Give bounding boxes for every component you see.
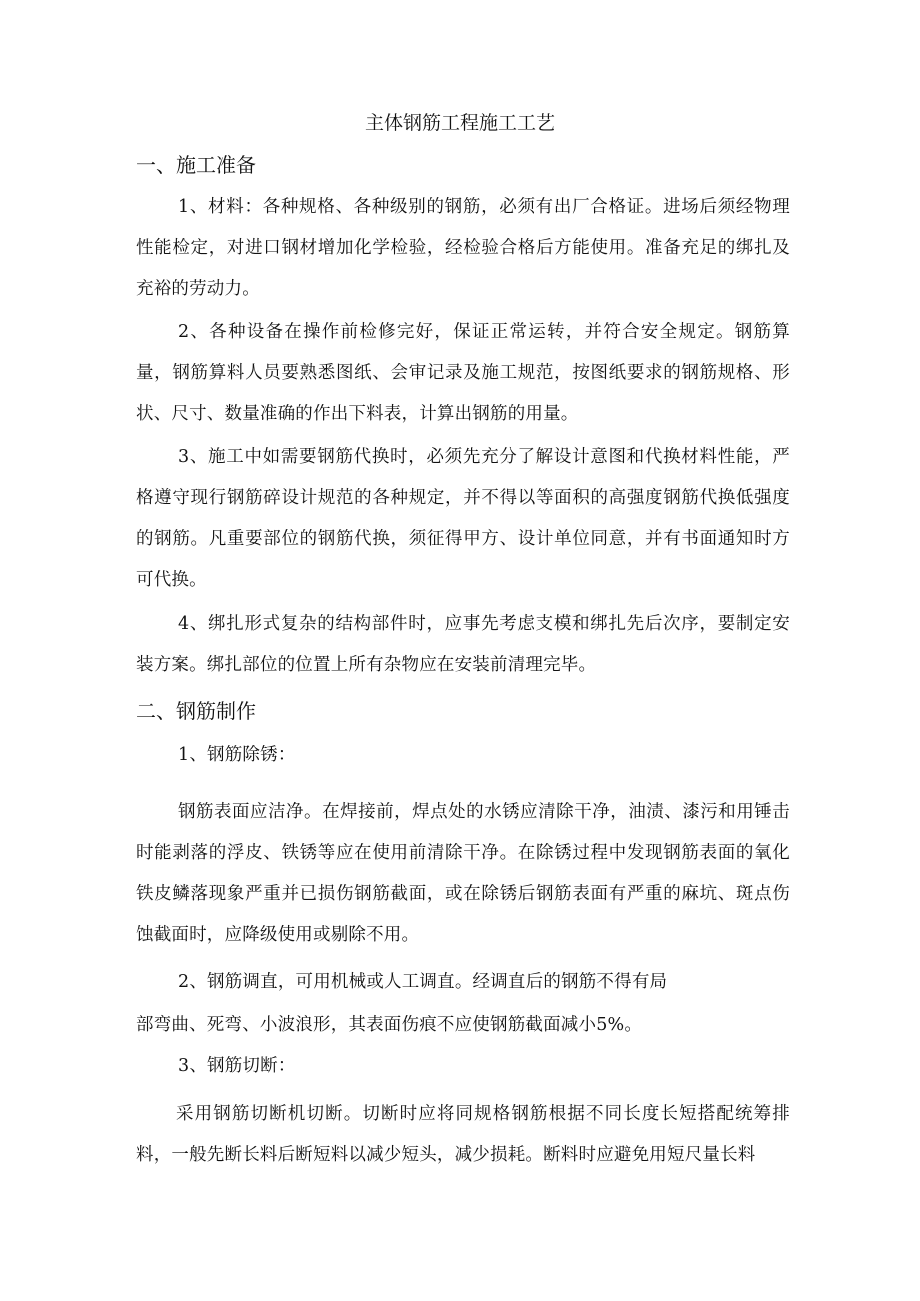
preparation-item-substitution: 3、施工中如需要钢筋代换时，必须先充分了解设计意图和代换材料性能，严格遵守现行钢筋碎设计规范的各种规定，并不得以等面积的高强度钢筋代换低强度的钢筋。凡重要部位的钢筋代换，须征得甲方、设计单位同意，并有书面通知时方可代换。 [136, 447, 790, 590]
preparation-item-materials: 1、材料：各种规格、各种级别的钢筋，必须有出厂合格证。进场后须经物理性能检定，对进口钢材增加化学检验，经检验合格后方能使用。准备充足的绑扎及充裕的劳动力。 [136, 197, 790, 299]
fabrication-straightening-line1: 2、钢筋调直，可用机械或人工调直。经调直后的钢筋不得有局 [178, 972, 668, 992]
document-title: 主体钢筋工程施工工艺 [364, 112, 555, 134]
fabrication-rust-removal-body: 钢筋表面应洁净。在焊接前，焊点处的水锈应清除干净，油渍、漆污和用锤击时能剥落的浮皮、铁锈等应在使用前清除干净。在除锈过程中发现钢筋表面的氧化铁皮鳞落现象严重并已损伤钢筋截面，或在除锈后钢筋表面有严重的麻坑、斑点伤蚀截面时，应降级使用或剔除不用。 [136, 802, 790, 945]
fabrication-straightening-line2: 部弯曲、死弯、小波浪形，其表面伤痕不应使钢筋截面减小5%。 [136, 1015, 643, 1035]
preparation-item-equipment: 2、各种设备在操作前检修完好，保证正常运转，并符合安全规定。钢筋算量，钢筋算料人员要熟悉图纸、会审记录及施工规范，按图纸要求的钢筋规格、形状、尺寸、数量准确的作出下料表，计算出钢筋的用量。 [136, 322, 790, 424]
fabrication-cutting-title: 3、钢筋切断： [178, 1056, 296, 1076]
fabrication-rust-removal-title: 1、钢筋除锈： [178, 745, 296, 765]
section-heading-preparation: 一、施工准备 [136, 153, 256, 177]
section-heading-fabrication: 二、钢筋制作 [136, 699, 256, 723]
fabrication-cutting-body: 采用钢筋切断机切断。切断时应将同规格钢筋根据不同长度长短搭配统筹排料，一般先断长料后断短料以减少短头，减少损耗。断料时应避免用短尺量长料 [136, 1104, 790, 1165]
preparation-item-binding: 4、绑扎形式复杂的结构部件时，应事先考虑支模和绑扎先后次序，要制定安装方案。绑扎部位的位置上所有杂物应在安装前清理完毕。 [136, 614, 790, 675]
